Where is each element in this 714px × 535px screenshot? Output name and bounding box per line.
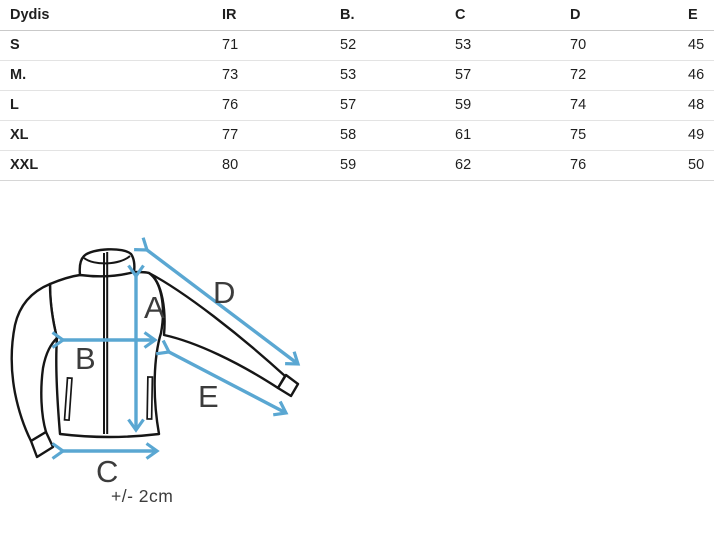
size-label: M. xyxy=(10,67,27,83)
table-row xyxy=(0,90,714,120)
measurement-value: 50 xyxy=(688,157,705,173)
table-row xyxy=(0,150,714,180)
measurement-value: 70 xyxy=(570,37,587,53)
measurement-value: 59 xyxy=(455,97,472,113)
label-e: E xyxy=(198,379,219,414)
label-d: D xyxy=(213,275,236,310)
column-header-ir: IR xyxy=(212,0,330,30)
size-table-body xyxy=(0,30,714,180)
label-a: A xyxy=(144,290,165,325)
measurement-value: 75 xyxy=(570,127,587,143)
jacket-right-pocket xyxy=(147,377,152,419)
measurement-value: 49 xyxy=(688,127,705,143)
measurement-value: 76 xyxy=(570,157,587,173)
measurement-value: 59 xyxy=(340,157,357,173)
label-c: C xyxy=(96,454,119,489)
column-header-c: C xyxy=(445,0,560,30)
measurement-value: 52 xyxy=(340,37,357,53)
measurement-value: 73 xyxy=(222,67,239,83)
column-header-e: E xyxy=(678,0,714,30)
measurement-value: 74 xyxy=(570,97,587,113)
table-row xyxy=(0,120,714,150)
measurement-value: 57 xyxy=(340,97,357,113)
column-header-b: B. xyxy=(330,0,445,30)
measurement-value: 48 xyxy=(688,97,705,113)
label-b: B xyxy=(75,341,96,376)
measurement-value: 45 xyxy=(688,37,705,53)
measurement-value: 71 xyxy=(222,37,239,53)
measurement-value: 46 xyxy=(688,67,705,83)
measurement-value: 76 xyxy=(222,97,239,113)
size-label: XXL xyxy=(10,157,39,173)
measurement-value: 72 xyxy=(570,67,587,83)
size-label: XL xyxy=(10,127,29,143)
header-row xyxy=(0,0,714,30)
measurement-value: 58 xyxy=(340,127,357,143)
size-label: L xyxy=(10,97,19,113)
tolerance-note: +/- 2cm xyxy=(111,486,174,506)
measurement-value: 53 xyxy=(455,37,472,53)
measurement-value: 80 xyxy=(222,157,239,173)
table-row xyxy=(0,60,714,90)
size-label: S xyxy=(10,37,20,53)
column-header-dydis: Dydis xyxy=(0,0,212,30)
measurement-value: 77 xyxy=(222,127,239,143)
measurement-value: 57 xyxy=(455,67,472,83)
jacket-left-sleeve xyxy=(12,284,57,441)
measurement-value: 61 xyxy=(455,127,472,143)
size-table-header xyxy=(0,0,714,30)
measurement-value: 53 xyxy=(340,67,357,83)
measurement-value: 62 xyxy=(455,157,472,173)
size-table xyxy=(0,0,714,181)
table-row xyxy=(0,30,714,60)
column-header-d: D xyxy=(560,0,678,30)
